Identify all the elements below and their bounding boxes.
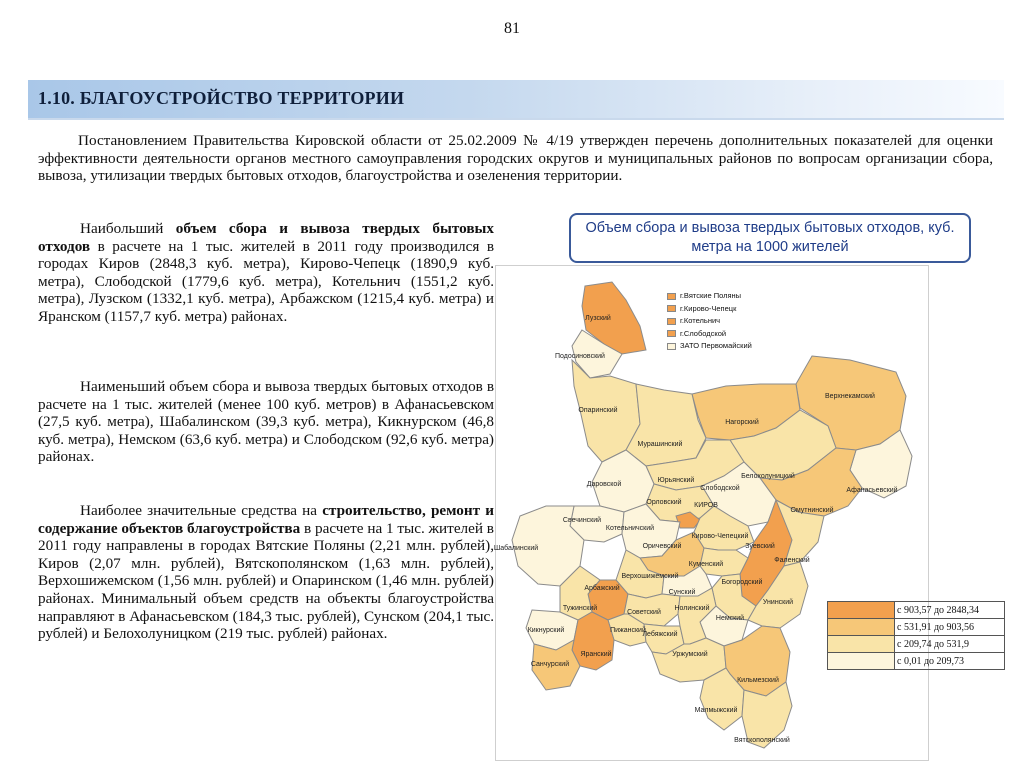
region-label: Юрьянский <box>657 477 695 484</box>
region-label: Богородский <box>721 579 763 586</box>
region-label: Верхнекамский <box>825 393 875 400</box>
region-Яранский <box>572 612 614 670</box>
cities-legend <box>667 290 797 353</box>
legend-swatch <box>667 305 676 312</box>
region-label: Унинский <box>762 599 794 606</box>
p1-lead: Наибольший <box>80 220 176 237</box>
region-label: Арбажский <box>584 585 620 592</box>
legend-label: г.Вятские Поляны <box>680 291 742 300</box>
scale-legend-row <box>828 602 1005 619</box>
region-label: Сунский <box>668 589 696 596</box>
scale-legend <box>827 601 1005 670</box>
region-label: Зуевский <box>745 543 775 550</box>
region-label: Шабалинский <box>493 545 539 552</box>
cities-legend-item <box>667 303 797 316</box>
scale-legend-row <box>828 619 1005 636</box>
legend-label: с 903,57 до 2848,34 <box>895 602 1005 619</box>
legend-label: г.Кирово-Чепецк <box>680 303 737 313</box>
region-label: Нолинский <box>674 605 710 612</box>
cities-legend-item <box>667 315 797 328</box>
region-label: Фаленский <box>774 557 810 564</box>
legend-swatch <box>828 636 895 653</box>
region-label: Оричевский <box>642 543 682 550</box>
scale-legend-row <box>828 636 1005 653</box>
legend-swatch <box>667 293 676 300</box>
region-label: Лебяжский <box>642 631 678 638</box>
region-label: Кирово-Чепецкий <box>691 533 749 540</box>
legend-swatch <box>667 318 676 325</box>
region-label: Подосиновский <box>555 353 605 360</box>
region-label: Свечинский <box>562 517 602 524</box>
region-label: Мурашинский <box>637 441 683 448</box>
cities-legend-item <box>667 328 797 341</box>
p3-lead: Наиболее значительные средства на <box>80 502 323 519</box>
legend-label: ЗАТО Первомайский <box>680 341 752 350</box>
intro-paragraph: Постановлением Правительства Кировской области от 25.02.2009 № 4/19 утвержден перечень дополнительных показателей для оценки эффективности деятельности органов местного самоуправления городских округов и муниципальных районов по вопросам организации сбора, вывоза, утилизации твердых бытовых отходов, благоустройства и озеленения территории. <box>38 132 993 185</box>
page-number: 81 <box>504 20 520 37</box>
region-label: Кикнурский <box>527 627 565 634</box>
region-label: Малмыжский <box>694 707 738 714</box>
region-label: Афанасьевский <box>846 487 898 494</box>
p1-rest: в расчете на 1 тыс. жителей в 2011 году производился в городах Киров (2848,3 куб. метра), Кирово-Чепецк (1890,9 куб. метра), Слободской (1779,6 куб. метра), Котельнич (1551,2 куб. метра), Лузском (1332,1 куб. метра), Арбажском (1215,4 куб. метра) и Яранском (1157,7 куб. метра) районах. <box>38 237 494 325</box>
region-label: Немский <box>715 615 745 622</box>
legend-swatch <box>667 330 676 337</box>
cities-legend-item <box>667 340 797 353</box>
cities-legend-item <box>667 290 797 303</box>
region-label: Вятскополянский <box>734 737 790 744</box>
region-label: Нагорский <box>725 419 759 426</box>
legend-label: с 531,91 до 903,56 <box>895 619 1005 636</box>
scale-legend-row <box>828 653 1005 670</box>
p3-bold: строительство, ремонт и содержание объектов благоустройства <box>38 502 495 537</box>
region-label: Тужинский <box>562 605 598 612</box>
section-title: 1.10. БЛАГОУСТРОЙСТВО ТЕРРИТОРИИ <box>38 88 405 108</box>
region-label: Опаринский <box>578 407 618 414</box>
region-label: Уржумский <box>672 651 708 658</box>
region-label: Пижанский <box>610 627 646 634</box>
legend-swatch <box>667 343 676 350</box>
legend-swatch <box>828 602 895 619</box>
legend-label: с 0,01 до 209,73 <box>895 653 1005 670</box>
p1-bold: объем сбора и вывоза твердых бытовых отходов <box>38 220 494 255</box>
legend-label: г.Котельнич <box>680 316 721 325</box>
region-label: Санчурский <box>530 661 570 668</box>
map-title: Объем сбора и вывоза твердых бытовых отходов, куб. метра на 1000 жителей <box>569 213 971 263</box>
region-label: Омутнинский <box>790 507 834 514</box>
legend-label: г.Слободской <box>680 328 727 338</box>
region-label: Куменский <box>688 561 724 568</box>
region-label: Лузский <box>585 315 611 322</box>
region-label: Слободской <box>700 485 740 492</box>
region-label: Даровской <box>586 481 622 488</box>
region-label: Яранский <box>580 651 612 658</box>
region-label: Советский <box>627 609 661 616</box>
region-label: Котельничский <box>605 525 655 532</box>
region-label: Орловский <box>646 499 682 506</box>
p3-rest: в расчете на 1 тыс. жителей в 2011 году направлены в городах Вятские Поляны (2,21 млн. рублей), Киров (2,07 млн. рублей), Вятскополянском (1,63 млн. рублей), Верхошижемском (1,56 млн. рублей) и Опаринском (1,46 млн. рублей) районах. Минимальный объем средств на объекты благоустройства направляют в Афанасьевском (184,3 тыс. рублей), Сунском (204,1 тыс. рублей) и Белохолуницком (219 тыс. рублей) районах. <box>38 519 494 643</box>
legend-swatch <box>828 619 895 636</box>
region-label: Белохолуницкий <box>741 473 795 480</box>
paragraph-smallest-volume: Наименьший объем сбора и вывоза твердых бытовых отходов в расчете на 1 тыс. жителей (менее 100 куб. метров) в Афанасьевском (27,5 куб. метра), Шабалинском (39,3 куб. метра), Кикнурском (46,8 куб. метра), Немском (63,6 куб. метра) и Слободском (92,6 куб. метра) районах. <box>38 378 494 466</box>
region-label: Кильмезский <box>737 677 779 684</box>
legend-label: с 209,74 до 531,9 <box>895 636 1005 653</box>
region-label: КИРОВ <box>694 502 718 509</box>
region-label: Верхошижемский <box>621 573 679 580</box>
legend-swatch <box>828 653 895 670</box>
